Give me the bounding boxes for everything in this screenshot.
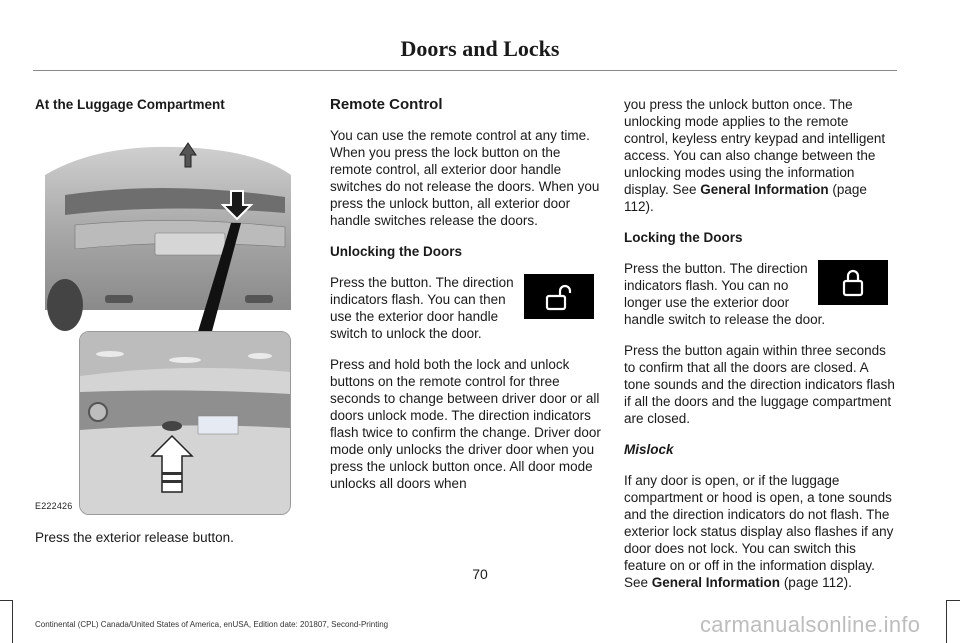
locking-heading: Locking the Doors [624,230,743,245]
press-hold-text: Press and hold both the lock and unlock buttons on the remote control for three seconds to change between driver door or all doors unlock mode. The direction indicators flash twice to confirm the change. Driver door mode only unlocks the driver door when you press the unlock button once. All door mode unlocks all doors when [330,357,601,491]
luggage-figure [35,127,293,515]
unlock-padlock-icon [524,274,594,319]
luggage-heading: At the Luggage Compartment [35,97,225,112]
unlocking-text: Press the button. The direction indicators flash. You can then use the exterior door handle switch to unlock the door. [330,275,514,341]
remote-control-intro: You can use the remote control at any time. When you press the lock button on the remote control, all exterior door handle switches do not release the doors. When you press the unlock button, all exterior door handle switches release the doors. [330,128,600,228]
watermark: carmanualsonline.info [700,612,921,637]
column-right [624,96,896,605]
general-information-link-2[interactable]: General Information [651,575,781,590]
locking-text: Press the button. The direction indicators flash. You can no longer use the exterior door handle switch to release the door. [624,261,826,327]
general-information-link-1[interactable]: General Information [700,182,829,197]
column-left [35,96,293,560]
unlock-mode-text: you press the unlock button once. The unlocking mode applies to the remote control, keyless entry keypad and intelligent access. You can also change between the unlocking modes using the information display. See General Information (page 112). [624,97,886,214]
footer-edition: Continental (CPL) Canada/United States of America, enUSA, Edition date: 201807, Second-Printing [35,620,389,629]
page-header-title: Doors and Locks [400,36,560,61]
mislock-text: If any door is open, or if the luggage compartment or hood is open, a tone sounds and the direction indicators do not flash. The exterior lock status display also flashes if any door does not lock. You can switch this feature on or off in the information display. See General Information (page 112). [624,473,894,590]
mislock-heading: Mislock [624,442,674,457]
lock-padlock-icon [818,260,888,305]
crop-mark-right-v [946,600,947,643]
crop-mark-left-h [0,600,12,601]
column-middle [330,96,602,506]
figure-code: E222426 [35,501,73,511]
unlocking-heading: Unlocking the Doors [330,244,463,259]
crop-mark-right-h [946,600,960,601]
luggage-caption: Press the exterior release button. [35,530,234,545]
header-rule [33,70,897,71]
remote-control-title: Remote Control [330,96,443,113]
release-button-closeup [79,331,291,515]
press-again-text: Press the button again within three seconds to confirm that all the doors are closed. A tone sounds and the direction indicators flash if all the doors and the luggage compartment are closed. [624,343,895,426]
car-rear-illustration [35,135,293,335]
crop-mark-left-v [12,600,13,643]
page-number: 70 [472,566,488,582]
